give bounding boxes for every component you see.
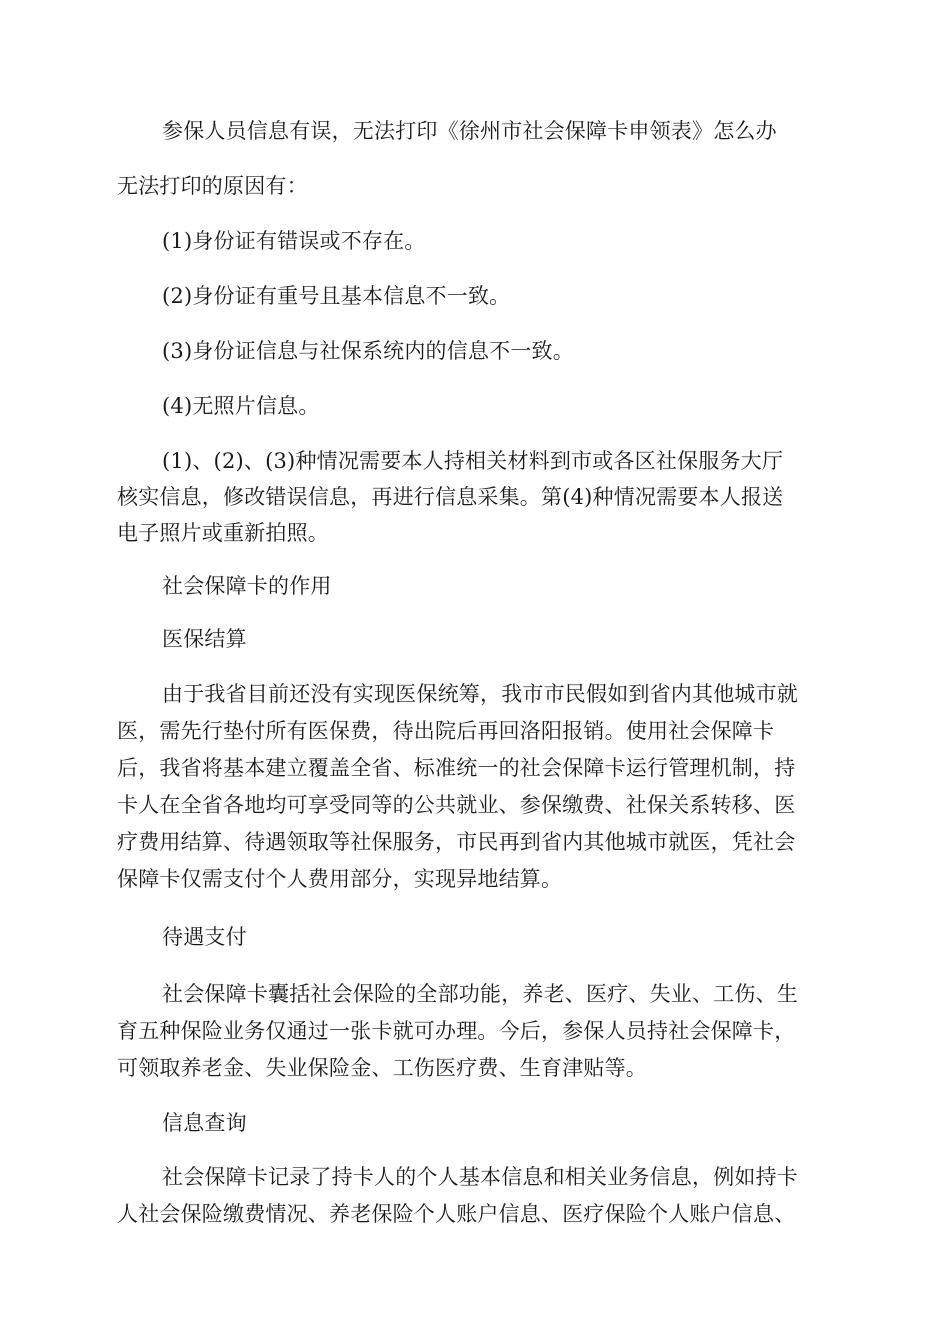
subsection-heading: 医保结算 <box>162 627 247 651</box>
subsection-heading: 信息查询 <box>162 1111 247 1135</box>
heading-question: 参保人员信息有误，无法打印《徐州市社会保障卡申领表》怎么办 <box>162 119 777 143</box>
paragraph-line: 社会保障卡记录了持卡人的个人基本信息和相关业务信息，例如持卡 <box>162 1165 798 1189</box>
paragraph-line: 疗费用结算、待遇领取等社保服务，市民再到省内其他城市就医，凭社会 <box>117 830 796 854</box>
paragraph-line: 育五种保险业务仅通过一张卡就可办理。今后，参保人员持社会保障卡， <box>117 1019 796 1043</box>
list-item: (1)身份证有错误或不存在。 <box>162 229 426 253</box>
paragraph-line: 核实信息，修改错误信息，再进行信息采集。第(4)种情况需要本人报送 <box>117 485 784 509</box>
paragraph-line: 人社会保险缴费情况、养老保险个人账户信息、医疗保险个人账户信息、 <box>117 1202 796 1226</box>
paragraph-line: 医，需先行垫付所有医保费，待出院后再回洛阳报销。使用社会保障卡 <box>117 719 775 743</box>
list-item: (3)身份证信息与社保系统内的信息不一致。 <box>162 339 574 363</box>
paragraph-line: 可领取养老金、失业保险金、工伤医疗费、生育津贴等。 <box>117 1056 647 1080</box>
list-item: (4)无照片信息。 <box>162 394 320 418</box>
paragraph-line: 保障卡仅需支付个人费用部分，实现异地结算。 <box>117 867 563 891</box>
paragraph-line: (1)、(2)、(3)种情况需要本人持相关材料到市或各区社保服务大厅 <box>162 449 784 473</box>
paragraph-line: 社会保障卡囊括社会保险的全部功能，养老、医疗、失业、工伤、生 <box>162 982 798 1006</box>
paragraph-line: 由于我省目前还没有实现医保统筹，我市市民假如到省内其他城市就 <box>162 682 798 706</box>
paragraph-line: 后，我省将基本建立覆盖全省、标准统一的社会保障卡运行管理机制，持 <box>117 756 796 780</box>
paragraph-line: 无法打印的原因有： <box>117 174 308 198</box>
section-heading: 社会保障卡的作用 <box>162 574 332 598</box>
paragraph-line: 卡人在全省各地均可享受同等的公共就业、参保缴费、社保关系转移、医 <box>117 793 796 817</box>
list-item: (2)身份证有重号且基本信息不一致。 <box>162 284 511 308</box>
paragraph-line: 电子照片或重新拍照。 <box>117 521 329 545</box>
subsection-heading: 待遇支付 <box>162 925 247 949</box>
